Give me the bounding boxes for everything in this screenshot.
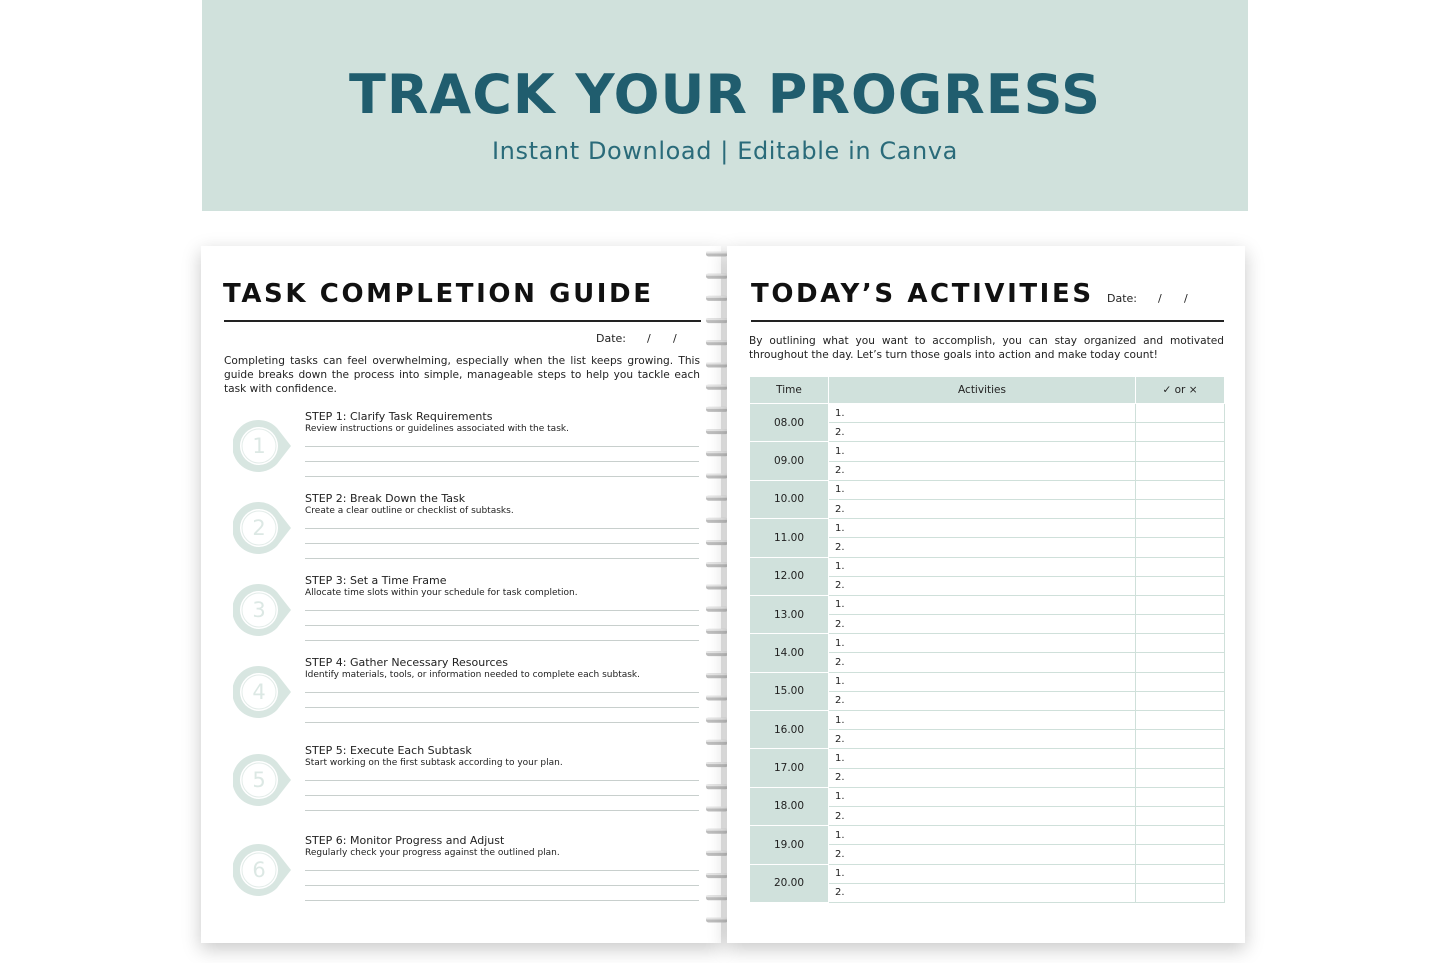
table-row xyxy=(750,634,1225,653)
step-number: 2 xyxy=(252,516,266,540)
activity-cell[interactable] xyxy=(829,557,1136,576)
activity-cell[interactable] xyxy=(829,806,1136,825)
step-number-badge-icon xyxy=(233,664,293,720)
right-date-separator-2: / xyxy=(1184,292,1188,305)
activity-item-number: 2. xyxy=(835,772,845,784)
activity-item-number: 2. xyxy=(835,465,845,477)
activity-item-number: 2. xyxy=(835,503,845,515)
step-write-line[interactable] xyxy=(305,610,699,611)
step-write-line[interactable] xyxy=(305,707,699,708)
time-slot: 20.00 xyxy=(750,864,829,902)
activity-cell[interactable] xyxy=(829,768,1136,787)
activity-item-number: 1. xyxy=(835,752,845,764)
activity-item-number: 1. xyxy=(835,714,845,726)
table-row xyxy=(750,595,1225,614)
step-title: STEP 6: Monitor Progress and Adjust xyxy=(305,834,505,847)
table-row xyxy=(750,519,1225,538)
step-title: STEP 4: Gather Necessary Resources xyxy=(305,656,509,669)
activity-item-number: 1. xyxy=(835,484,845,496)
activity-item-number: 1. xyxy=(835,599,845,611)
activity-cell[interactable] xyxy=(829,826,1136,845)
check-cell[interactable] xyxy=(1136,442,1225,461)
time-slot: 19.00 xyxy=(750,826,829,864)
activity-cell[interactable] xyxy=(829,672,1136,691)
step-write-line[interactable] xyxy=(305,780,699,781)
step-2 xyxy=(305,492,699,517)
step-write-line[interactable] xyxy=(305,625,699,626)
step-number-badge-icon xyxy=(233,842,293,898)
step-number: 1 xyxy=(252,434,266,458)
check-cell[interactable] xyxy=(1136,576,1225,595)
step-number-badge-icon xyxy=(233,752,293,808)
right-date-label: Date: xyxy=(1107,292,1137,305)
time-slot: 16.00 xyxy=(750,711,829,749)
step-number-badge-icon xyxy=(233,582,293,638)
activity-item-number: 2. xyxy=(835,810,845,822)
step-write-line[interactable] xyxy=(305,461,699,462)
step-number: 5 xyxy=(252,768,266,792)
step-write-line[interactable] xyxy=(305,795,699,796)
check-cell[interactable] xyxy=(1136,845,1225,864)
step-title: STEP 2: Break Down the Task xyxy=(305,492,466,505)
check-cell[interactable] xyxy=(1136,864,1225,883)
step-title: STEP 5: Execute Each Subtask xyxy=(305,744,472,757)
activity-item-number: 2. xyxy=(835,657,845,669)
time-slot: 15.00 xyxy=(750,672,829,710)
activity-cell[interactable] xyxy=(829,787,1136,806)
time-slot: 17.00 xyxy=(750,749,829,787)
activities-table xyxy=(749,376,1225,903)
left-date-separator-1: / xyxy=(647,332,651,345)
step-4 xyxy=(305,656,699,681)
table-row xyxy=(750,826,1225,845)
step-write-line[interactable] xyxy=(305,528,699,529)
activity-cell[interactable] xyxy=(829,442,1136,461)
activity-item-number: 2. xyxy=(835,541,845,553)
activity-item-number: 1. xyxy=(835,791,845,803)
activity-item-number: 1. xyxy=(835,637,845,649)
step-description: Allocate time slots within your schedule for task completion. xyxy=(305,588,578,598)
left-date-separator-2: / xyxy=(673,332,677,345)
activities-table-body xyxy=(750,404,1225,903)
step-title: STEP 1: Clarify Task Requirements xyxy=(305,410,493,423)
check-cell[interactable] xyxy=(1136,557,1225,576)
activity-item-number: 2. xyxy=(835,580,845,592)
step-description: Regularly check your progress against the outlined plan. xyxy=(305,848,560,858)
header-banner xyxy=(202,0,1248,211)
check-cell[interactable] xyxy=(1136,768,1225,787)
check-cell[interactable] xyxy=(1136,519,1225,538)
right-page-title: TODAY’S ACTIVITIES xyxy=(751,279,1094,309)
activity-item-number: 1. xyxy=(835,676,845,688)
activity-item-number: 2. xyxy=(835,695,845,707)
step-number-badge-icon xyxy=(233,418,293,474)
time-slot: 18.00 xyxy=(750,787,829,825)
step-write-line[interactable] xyxy=(305,692,699,693)
activity-cell[interactable] xyxy=(829,423,1136,442)
check-cell[interactable] xyxy=(1136,806,1225,825)
activity-cell[interactable] xyxy=(829,519,1136,538)
step-number: 3 xyxy=(252,598,266,622)
activity-cell[interactable] xyxy=(829,845,1136,864)
step-number: 4 xyxy=(252,680,266,704)
check-cell[interactable] xyxy=(1136,730,1225,749)
activity-item-number: 2. xyxy=(835,618,845,630)
activity-item-number: 1. xyxy=(835,445,845,457)
right-intro-paragraph: By outlining what you want to accomplish, you can stay organized and motivated throughout the day. Let’s turn those goals into action and make today count! xyxy=(749,335,1224,361)
activity-cell[interactable] xyxy=(829,595,1136,614)
time-slot: 09.00 xyxy=(750,442,829,480)
time-slot: 14.00 xyxy=(750,634,829,672)
table-row xyxy=(750,480,1225,499)
step-1 xyxy=(305,410,699,435)
activity-cell[interactable] xyxy=(829,480,1136,499)
check-cell[interactable] xyxy=(1136,691,1225,710)
header-activities: Activities xyxy=(829,377,1136,404)
activity-cell[interactable] xyxy=(829,691,1136,710)
time-slot: 10.00 xyxy=(750,480,829,518)
activity-item-number: 1. xyxy=(835,522,845,534)
step-6 xyxy=(305,834,699,859)
check-cell[interactable] xyxy=(1136,826,1225,845)
step-description: Review instructions or guidelines associated with the task. xyxy=(305,424,569,434)
step-description: Start working on the first subtask according to your plan. xyxy=(305,758,563,768)
activity-cell[interactable] xyxy=(829,576,1136,595)
activity-cell[interactable] xyxy=(829,634,1136,653)
step-5 xyxy=(305,744,699,769)
time-slot: 12.00 xyxy=(750,557,829,595)
step-write-line[interactable] xyxy=(305,870,699,871)
step-write-line[interactable] xyxy=(305,476,699,477)
step-write-line[interactable] xyxy=(305,810,699,811)
step-description: Create a clear outline or checklist of subtasks. xyxy=(305,506,514,516)
activity-item-number: 2. xyxy=(835,426,845,438)
left-page-title: TASK COMPLETION GUIDE xyxy=(223,279,654,309)
header-time: Time xyxy=(750,377,829,404)
check-cell[interactable] xyxy=(1136,595,1225,614)
activity-item-number: 1. xyxy=(835,868,845,880)
activity-cell[interactable] xyxy=(829,653,1136,672)
check-cell[interactable] xyxy=(1136,711,1225,730)
step-write-line[interactable] xyxy=(305,640,699,641)
activity-cell[interactable] xyxy=(829,404,1136,423)
activity-cell[interactable] xyxy=(829,711,1136,730)
step-number-badge-icon xyxy=(233,500,293,556)
step-write-line[interactable] xyxy=(305,558,699,559)
right-title-divider xyxy=(751,320,1224,322)
activity-item-number: 1. xyxy=(835,561,845,573)
check-cell[interactable] xyxy=(1136,461,1225,480)
table-row xyxy=(750,442,1225,461)
step-3 xyxy=(305,574,699,599)
table-row xyxy=(750,711,1225,730)
check-cell[interactable] xyxy=(1136,538,1225,557)
table-row xyxy=(750,749,1225,768)
step-write-line[interactable] xyxy=(305,885,699,886)
check-cell[interactable] xyxy=(1136,634,1225,653)
table-row xyxy=(750,787,1225,806)
activity-cell[interactable] xyxy=(829,461,1136,480)
activity-item-number: 1. xyxy=(835,407,845,419)
check-cell[interactable] xyxy=(1136,653,1225,672)
activity-cell[interactable] xyxy=(829,864,1136,883)
activity-item-number: 2. xyxy=(835,733,845,745)
left-title-divider xyxy=(224,320,701,322)
time-slot: 13.00 xyxy=(750,595,829,633)
activity-cell[interactable] xyxy=(829,749,1136,768)
check-cell[interactable] xyxy=(1136,787,1225,806)
check-cell[interactable] xyxy=(1136,404,1225,423)
table-row xyxy=(750,864,1225,883)
banner-title: TRACK YOUR PROGRESS xyxy=(348,63,1101,126)
check-cell[interactable] xyxy=(1136,749,1225,768)
left-page-task-completion-guide xyxy=(201,246,721,943)
activity-cell[interactable] xyxy=(829,538,1136,557)
activity-item-number: 2. xyxy=(835,887,845,899)
time-slot: 08.00 xyxy=(750,404,829,442)
table-row xyxy=(750,672,1225,691)
table-row xyxy=(750,404,1225,423)
activity-cell[interactable] xyxy=(829,499,1136,518)
right-date-separator-1: / xyxy=(1158,292,1162,305)
activity-cell[interactable] xyxy=(829,615,1136,634)
activity-cell[interactable] xyxy=(829,883,1136,902)
step-write-line[interactable] xyxy=(305,543,699,544)
header-check: ✓ or × xyxy=(1136,377,1225,404)
activity-item-number: 2. xyxy=(835,848,845,860)
left-date-label: Date: xyxy=(596,332,626,345)
activity-cell[interactable] xyxy=(829,730,1136,749)
activity-item-number: 1. xyxy=(835,829,845,841)
step-write-line[interactable] xyxy=(305,900,699,901)
check-cell[interactable] xyxy=(1136,883,1225,902)
step-title: STEP 3: Set a Time Frame xyxy=(305,574,447,587)
table-row xyxy=(750,557,1225,576)
step-number: 6 xyxy=(252,858,266,882)
check-cell[interactable] xyxy=(1136,480,1225,499)
left-intro-paragraph: Completing tasks can feel overwhelming, especially when the list keeps growing. This guide breaks down the process into simple, manageable steps to help you tackle each task with confidence. xyxy=(224,355,700,395)
step-write-line[interactable] xyxy=(305,446,699,447)
check-cell[interactable] xyxy=(1136,672,1225,691)
step-description: Identify materials, tools, or information needed to complete each subtask. xyxy=(305,670,641,680)
check-cell[interactable] xyxy=(1136,423,1225,442)
banner-subtitle: Instant Download | Editable in Canva xyxy=(492,137,958,165)
time-slot: 11.00 xyxy=(750,519,829,557)
table-header-row xyxy=(750,377,1225,404)
step-write-line[interactable] xyxy=(305,722,699,723)
check-cell[interactable] xyxy=(1136,499,1225,518)
check-cell[interactable] xyxy=(1136,615,1225,634)
